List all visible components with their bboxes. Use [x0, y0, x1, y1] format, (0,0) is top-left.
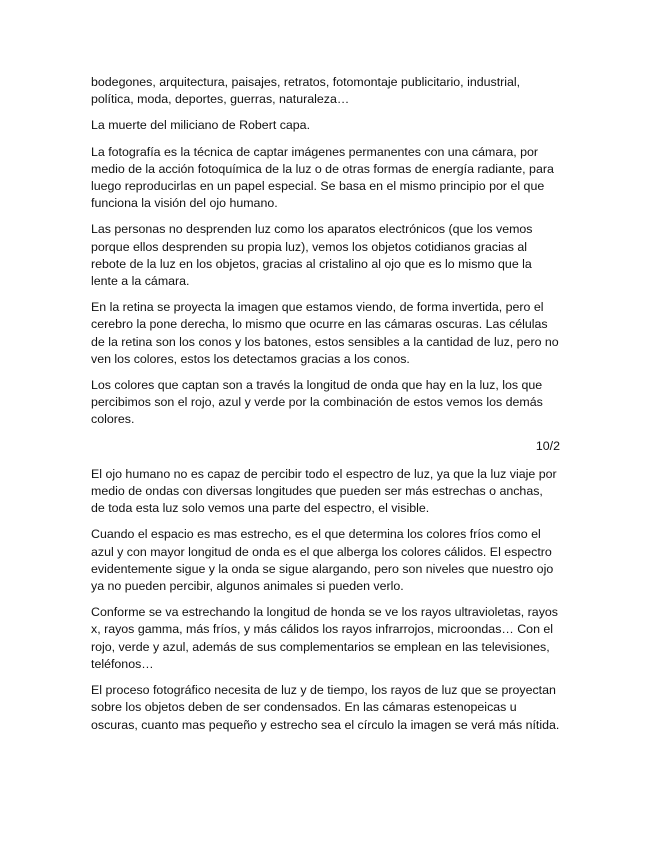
paragraph-photo-caption: La muerte del miliciano de Robert capa. [91, 118, 311, 133]
paragraph-light-reflection: Las personas no desprenden luz como los aparatos electrónicos (que los vemos porque ellos desprenden su propia luz), vemos los objetos cotidianos gracias al rebote de la luz en los objetos, gracias al cristalino al ojo que es lo mismo que la lente a la cámara. [91, 222, 533, 289]
paragraph-light-spectrum: El ojo humano no es capaz de percibir todo el espectro de luz, ya que la luz viaje por medio de ondas con diversas longitudes que pueden ser más estrechas o anchas, de toda esta luz solo vemos una parte del espectro, el visible. [91, 466, 557, 516]
paragraph-colors: Los colores que captan son a través la longitud de onda que hay en la luz, los que percibimos son el rojo, azul y verde por la combinación de estos vemos los demás colores. [91, 378, 543, 427]
paragraph-photography-definition: La fotografía es la técnica de captar imágenes permanentes con una cámara, por medio de la acción fotoquímica de la luz o de otras formas de energía radiante, para luego reproducirlas en un papel especial. Se basa en el mismo principio por el que funciona la visión del ojo humano. [91, 144, 554, 211]
paragraph-retina: En la retina se proyecta la imagen que estamos viendo, de forma invertida, pero el cerebro la pone derecha, lo mismo que ocurre en las cámaras oscuras. Las células de la retina son los conos y los batones, estos sensibles a la cantidad de luz, pero no ven los colores, estos los detectamos gracias a los conos. [91, 300, 559, 366]
page-marker: 10/2 [535, 438, 560, 453]
paragraph-photographic-process: El proceso fotográfico necesita de luz y de tiempo, los rayos de luz que se proyectan sobre los objetos deben de ser condensados. En las cámaras estenopeicas u oscuras, cuanto mas pequeño y estrecho sea el círculo la imagen se verá más nítida. [91, 683, 560, 732]
paragraph-radiation-types: Conforme se va estrechando la longitud de honda se ve los rayos ultravioletas, rayos x, rayos gamma, más fríos, y más cálidos los rayos infrarrojos, microondas… Con el rojo, verde y azul, además de sus complementarios se emplean en las televisiones, teléfonos… [91, 605, 558, 671]
paragraph-wavelength: Cuando el espacio es mas estrecho, es el que determina los colores fríos como el azul y con mayor longitud de onda es el que alberga los colores cálidos. El espectro evidentemente sigue y la onda se sigue alargando, pero son niveles que nuestro ojo ya no pueden percibir, algunos animales si pueden verlo. [91, 527, 554, 594]
paragraph-genres: bodegones, arquitectura, paisajes, retratos, fotomontaje publicitario, industrial, política, moda, deportes, guerras, naturaleza… [91, 75, 521, 107]
